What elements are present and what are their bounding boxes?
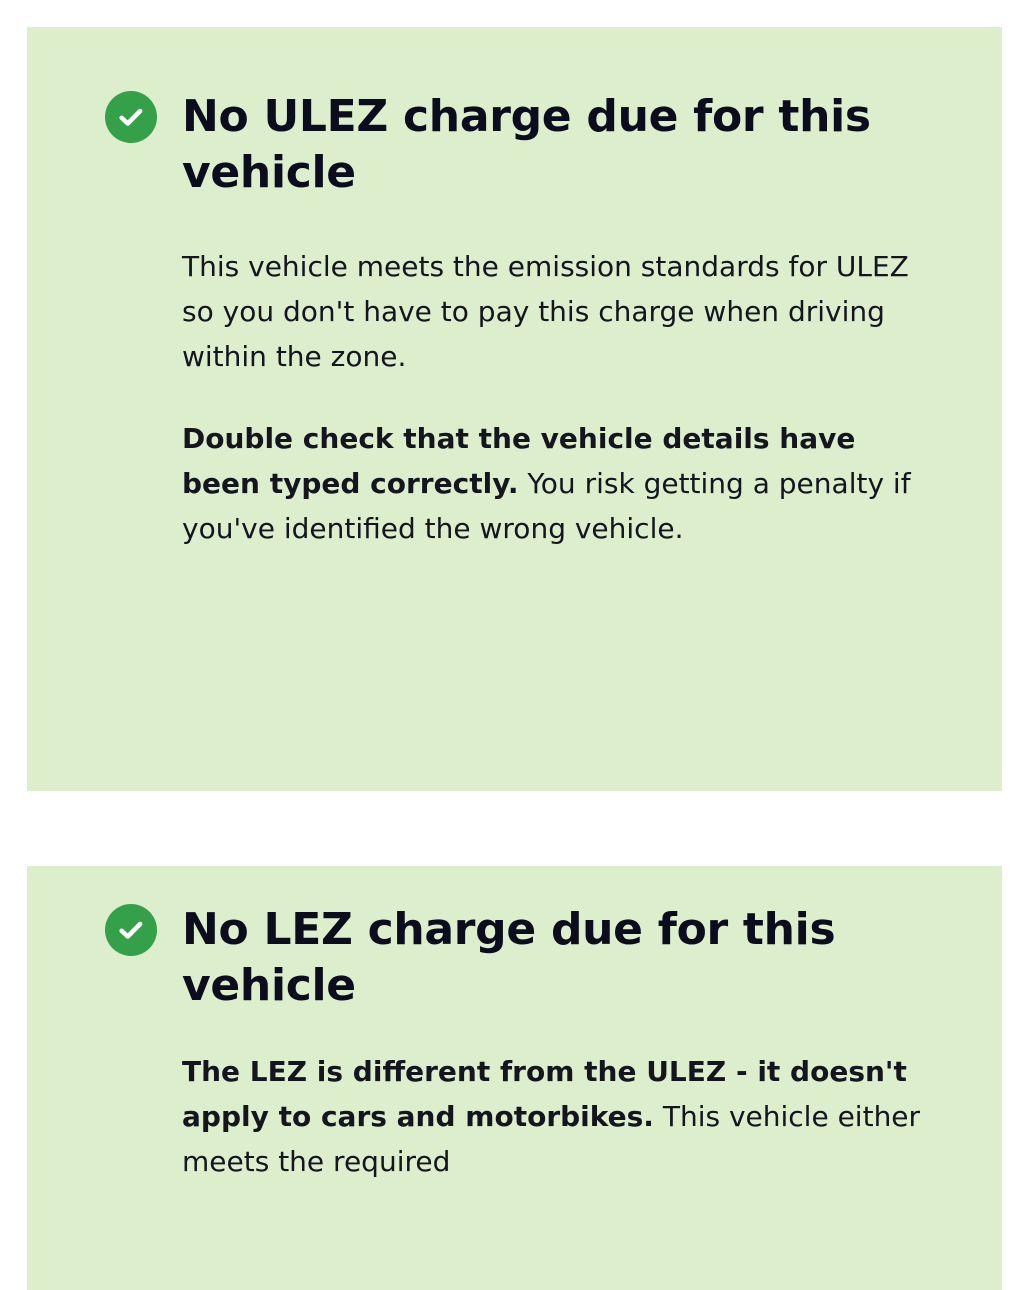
ulez-panel-title: No ULEZ charge due for this vehicle	[182, 91, 871, 199]
lez-result-panel	[27, 866, 1002, 1290]
lez-panel-content	[27, 866, 1002, 1185]
lez-panel-title: No LEZ charge due for this vehicle	[182, 904, 836, 1012]
ulez-panel-paragraph-2	[182, 380, 932, 552]
lez-panel-paragraph-1-rest: This vehicle either meets the required	[182, 1099, 921, 1179]
lez-panel-paragraph-1-bold: The LEZ is different from the ULEZ - it doesn't apply to cars and motorbikes.	[182, 1054, 907, 1133]
ulez-panel-paragraph-2-rest: You risk getting a penalty if you've identified the wrong vehicle.	[182, 467, 911, 546]
ulez-panel-paragraph-2-bold: Double check that the vehicle details have been typed correctly.	[182, 421, 856, 501]
ulez-panel-content	[27, 27, 1002, 552]
ulez-result-panel	[27, 27, 1002, 791]
lez-panel-paragraph-1	[182, 1015, 932, 1185]
ulez-panel-paragraph-1: This vehicle meets the emission standards for ULEZ so you don't have to pay this charge when driving within the zone.	[182, 249, 909, 374]
